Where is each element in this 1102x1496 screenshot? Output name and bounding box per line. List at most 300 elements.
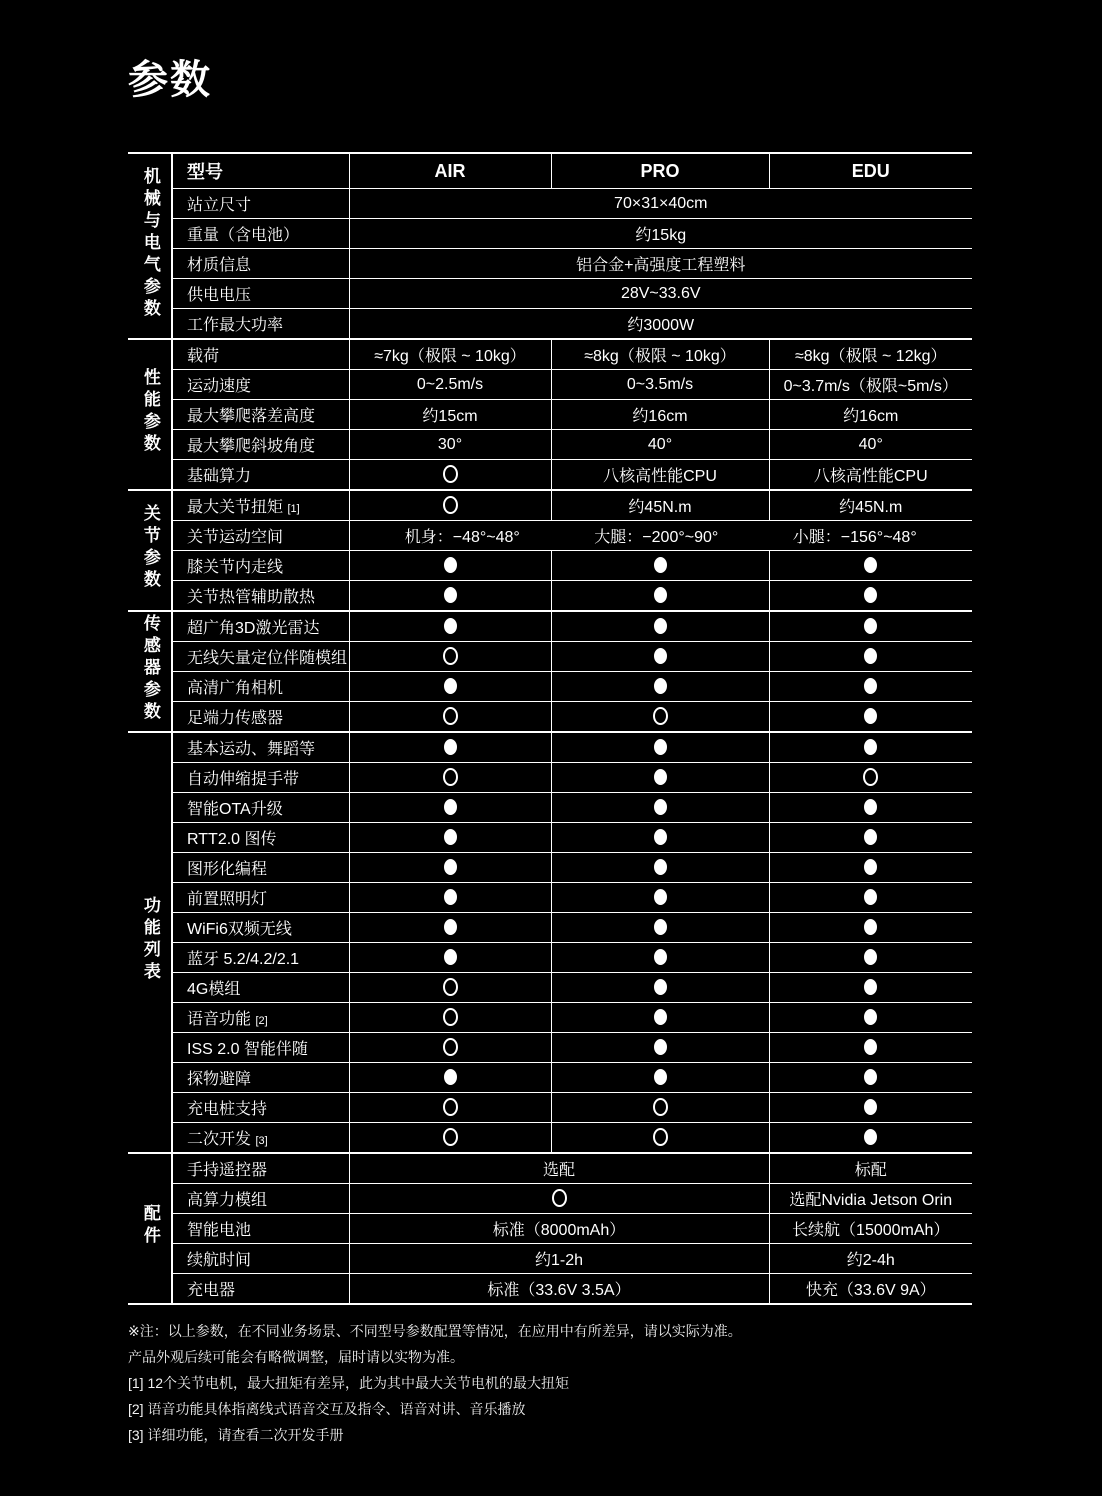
spec-cell xyxy=(349,1063,551,1093)
filled-circle-icon xyxy=(444,859,457,875)
spec-cell xyxy=(349,1033,551,1063)
section-category-text: 关节参数 xyxy=(140,504,160,592)
spec-row xyxy=(128,521,972,551)
filled-circle-icon xyxy=(654,648,667,664)
row-label xyxy=(172,581,349,612)
row-label xyxy=(172,913,349,943)
section-category-text: 功能列表 xyxy=(140,896,160,984)
row-label-text: 膝关节内走线 xyxy=(187,559,284,576)
spec-cell xyxy=(551,763,769,793)
spec-value: 小腿：−156°~48° xyxy=(792,529,917,546)
spec-cell xyxy=(349,913,551,943)
spec-row xyxy=(128,551,972,581)
spec-row xyxy=(128,490,972,521)
row-label-text: 供电电压 xyxy=(187,287,252,304)
row-label xyxy=(172,1033,349,1063)
spec-row xyxy=(128,672,972,702)
spec-row xyxy=(128,943,972,973)
section-category xyxy=(128,611,172,732)
filled-circle-icon xyxy=(864,1129,877,1145)
spec-value: 约16cm xyxy=(551,400,769,430)
spec-cell xyxy=(349,853,551,883)
spec-row xyxy=(128,732,972,763)
filled-circle-icon xyxy=(864,557,877,573)
spec-cell xyxy=(551,1033,769,1063)
spec-value: 约16cm xyxy=(769,400,972,430)
spec-cell xyxy=(769,1033,972,1063)
hollow-circle-icon xyxy=(443,496,458,514)
filled-circle-icon xyxy=(444,919,457,935)
row-label xyxy=(172,551,349,581)
spec-row xyxy=(128,189,972,219)
section-category-text: 配件 xyxy=(140,1204,160,1248)
hollow-circle-icon xyxy=(443,1008,458,1026)
spec-cell xyxy=(769,551,972,581)
row-label-text: 图形化编程 xyxy=(187,861,268,878)
spec-cell xyxy=(551,732,769,763)
section-category xyxy=(128,490,172,611)
section-category xyxy=(128,153,172,339)
hollow-circle-icon xyxy=(443,1038,458,1056)
filled-circle-icon xyxy=(864,1009,877,1025)
filled-circle-icon xyxy=(444,829,457,845)
spec-row xyxy=(128,823,972,853)
model-header-label: 型号 xyxy=(187,162,223,182)
filled-circle-icon xyxy=(864,889,877,905)
filled-circle-icon xyxy=(864,949,877,965)
spec-value: 标准（8000mAh） xyxy=(349,1214,769,1244)
spec-value: 选配Nvidia Jetson Orin xyxy=(769,1184,972,1214)
spec-cell xyxy=(349,1093,551,1123)
row-label xyxy=(172,460,349,491)
spec-cell xyxy=(551,1093,769,1123)
filled-circle-icon xyxy=(444,799,457,815)
spec-cell xyxy=(349,581,551,612)
filled-circle-icon xyxy=(654,739,667,755)
filled-circle-icon xyxy=(864,708,877,724)
spec-cell xyxy=(769,1123,972,1154)
spec-cell xyxy=(349,1123,551,1154)
spec-cell xyxy=(769,913,972,943)
filled-circle-icon xyxy=(444,889,457,905)
spec-cell xyxy=(551,1123,769,1154)
spec-value: 约15kg xyxy=(349,219,972,249)
row-label-text: 站立尺寸 xyxy=(187,197,252,214)
hollow-circle-icon xyxy=(443,647,458,665)
row-label xyxy=(172,883,349,913)
spec-cell xyxy=(769,702,972,733)
row-label-text: 关节运动空间 xyxy=(187,529,284,546)
filled-circle-icon xyxy=(654,1069,667,1085)
spec-value: 长续航（15000mAh） xyxy=(769,1214,972,1244)
spec-row xyxy=(128,279,972,309)
spec-row xyxy=(128,430,972,460)
spec-cell xyxy=(551,823,769,853)
filled-circle-icon xyxy=(654,949,667,965)
footnote-line: [3] 详细功能，请查看二次开发手册 xyxy=(128,1427,344,1443)
filled-circle-icon xyxy=(864,979,877,995)
spec-cell xyxy=(769,1003,972,1033)
spec-cell xyxy=(349,973,551,1003)
row-label-text: ISS 2.0 智能伴随 xyxy=(187,1041,308,1058)
row-label xyxy=(172,793,349,823)
filled-circle-icon xyxy=(654,769,667,785)
spec-value: 约3000W xyxy=(349,309,972,340)
filled-circle-icon xyxy=(654,829,667,845)
section-1 xyxy=(128,153,972,339)
spec-row xyxy=(128,400,972,430)
filled-circle-icon xyxy=(444,557,457,573)
row-label-text: 探物避障 xyxy=(187,1071,252,1088)
row-label-text: 足端力传感器 xyxy=(187,710,284,727)
spec-row xyxy=(128,1033,972,1063)
filled-circle-icon xyxy=(444,587,457,603)
spec-cell xyxy=(551,973,769,1003)
spec-cell xyxy=(769,793,972,823)
spec-row xyxy=(128,309,972,340)
spec-cell xyxy=(349,490,551,521)
spec-cell xyxy=(551,1063,769,1093)
spec-row xyxy=(128,1093,972,1123)
hollow-circle-icon xyxy=(443,768,458,786)
spec-cell xyxy=(349,642,551,672)
filled-circle-icon xyxy=(654,1039,667,1055)
spec-value: 0~3.7m/s（极限~5m/s） xyxy=(769,370,972,400)
spec-cell xyxy=(551,581,769,612)
spec-row xyxy=(128,853,972,883)
row-label xyxy=(172,823,349,853)
row-label-text: 超广角3D激光雷达 xyxy=(187,620,320,637)
hollow-circle-icon xyxy=(653,1128,668,1146)
row-label-text: 最大关节扭矩 xyxy=(187,499,284,516)
row-label-text: 续航时间 xyxy=(187,1252,252,1269)
section-category-text: 机械与电气参数 xyxy=(140,166,160,321)
spec-row xyxy=(128,1153,972,1184)
filled-circle-icon xyxy=(864,919,877,935)
spec-cell xyxy=(769,611,972,642)
spec-value: 八核高性能CPU xyxy=(551,460,769,491)
row-label-text: 蓝牙 5.2/4.2/2.1 xyxy=(187,951,300,968)
filled-circle-icon xyxy=(864,739,877,755)
spec-value: 40° xyxy=(769,430,972,460)
filled-circle-icon xyxy=(864,1069,877,1085)
spec-cell xyxy=(551,913,769,943)
row-label-text: 基础算力 xyxy=(187,468,252,485)
filled-circle-icon xyxy=(444,949,457,965)
section-category xyxy=(128,1153,172,1304)
column-header-edu: EDU xyxy=(769,153,972,189)
spec-value: 40° xyxy=(551,430,769,460)
row-label xyxy=(172,370,349,400)
spec-cell xyxy=(551,793,769,823)
spec-row xyxy=(128,249,972,279)
hollow-circle-icon xyxy=(443,1098,458,1116)
row-label xyxy=(172,1274,349,1305)
spec-row xyxy=(128,611,972,642)
spec-row xyxy=(128,642,972,672)
section-category-text: 传感器参数 xyxy=(140,614,160,724)
spec-cell xyxy=(769,1093,972,1123)
spec-cell xyxy=(769,853,972,883)
spec-value: ≈8kg（极限 ~ 12kg） xyxy=(769,339,972,370)
row-label xyxy=(172,1214,349,1244)
hollow-circle-icon xyxy=(443,978,458,996)
section-6 xyxy=(128,1153,972,1304)
spec-value: 约1-2h xyxy=(349,1244,769,1274)
section-3 xyxy=(128,490,972,611)
row-label-text: 高算力模组 xyxy=(187,1192,268,1209)
filled-circle-icon xyxy=(654,889,667,905)
spec-value: 30° xyxy=(349,430,551,460)
spec-cell xyxy=(349,1003,551,1033)
filled-circle-icon xyxy=(654,799,667,815)
hollow-circle-icon xyxy=(552,1189,567,1207)
spec-value: 28V~33.6V xyxy=(349,279,972,309)
spec-value: 70×31×40cm xyxy=(349,189,972,219)
row-label-text: 智能OTA升级 xyxy=(187,801,283,818)
spec-row xyxy=(128,1123,972,1154)
spec-row xyxy=(128,370,972,400)
row-label xyxy=(172,763,349,793)
row-label-text: 自动伸缩提手带 xyxy=(187,771,300,788)
filled-circle-icon xyxy=(654,678,667,694)
spec-cell xyxy=(769,763,972,793)
spec-cell xyxy=(349,793,551,823)
spec-value: 标配 xyxy=(769,1153,972,1184)
row-label-text: 无线矢量定位伴随模组 xyxy=(187,650,348,667)
row-label xyxy=(172,430,349,460)
spec-row xyxy=(128,763,972,793)
footnote-ref: [1] xyxy=(287,503,300,515)
filled-circle-icon xyxy=(864,799,877,815)
spec-value: 约45N.m xyxy=(769,490,972,521)
spec-cell xyxy=(551,853,769,883)
row-label-text: 4G模组 xyxy=(187,981,241,998)
spec-cell xyxy=(349,460,551,491)
row-label xyxy=(172,702,349,733)
spec-row xyxy=(128,1003,972,1033)
spec-row xyxy=(128,1063,972,1093)
row-label-text: 最大攀爬斜坡角度 xyxy=(187,438,316,455)
row-label xyxy=(172,1003,349,1033)
row-label-text: 前置照明灯 xyxy=(187,891,268,908)
filled-circle-icon xyxy=(654,618,667,634)
spec-cell xyxy=(769,581,972,612)
hollow-circle-icon xyxy=(443,465,458,483)
row-label-text: WiFi6双频无线 xyxy=(187,921,292,938)
filled-circle-icon xyxy=(864,618,877,634)
spec-cell xyxy=(551,611,769,642)
row-label-text: 载荷 xyxy=(187,348,220,365)
footnotes xyxy=(128,1318,1088,1448)
spec-cell xyxy=(349,943,551,973)
row-label-text: 语音功能 xyxy=(187,1011,252,1028)
spec-value: 0~2.5m/s xyxy=(349,370,551,400)
spec-cell xyxy=(349,702,551,733)
spec-value: ≈8kg（极限 ~ 10kg） xyxy=(551,339,769,370)
spec-value-group-wrap xyxy=(350,524,973,547)
row-label-text: 运动速度 xyxy=(187,378,252,395)
filled-circle-icon xyxy=(444,678,457,694)
spec-cell xyxy=(551,943,769,973)
filled-circle-icon xyxy=(654,919,667,935)
spec-cell xyxy=(769,1063,972,1093)
filled-circle-icon xyxy=(864,1099,877,1115)
row-label xyxy=(172,642,349,672)
spec-value: 约15cm xyxy=(349,400,551,430)
spec-row xyxy=(128,460,972,491)
row-label xyxy=(172,732,349,763)
spec-cell xyxy=(769,883,972,913)
spec-cell xyxy=(551,1003,769,1033)
footnote-ref: [3] xyxy=(255,1135,268,1147)
spec-value: 铝合金+高强度工程塑料 xyxy=(349,249,972,279)
row-label-text: 关节热管辅助散热 xyxy=(187,589,316,606)
section-5 xyxy=(128,732,972,1153)
row-label xyxy=(172,339,349,370)
hollow-circle-icon xyxy=(443,1128,458,1146)
filled-circle-icon xyxy=(444,1069,457,1085)
spec-cell xyxy=(551,702,769,733)
spec-value: 约2-4h xyxy=(769,1244,972,1274)
spec-row xyxy=(128,883,972,913)
filled-circle-icon xyxy=(654,1009,667,1025)
spec-cell xyxy=(551,551,769,581)
spec-value: 快充（33.6V 9A） xyxy=(769,1274,972,1305)
row-label xyxy=(172,1093,349,1123)
filled-circle-icon xyxy=(654,859,667,875)
spec-row xyxy=(128,913,972,943)
row-label-text: 充电桩支持 xyxy=(187,1101,268,1118)
spec-table xyxy=(128,152,972,1305)
spec-row xyxy=(128,1184,972,1214)
row-label xyxy=(172,309,349,340)
footnote-line: ※注：以上参数，在不同业务场景、不同型号参数配置等情况，在应用中有所差异，请以实际为准。 xyxy=(128,1323,742,1339)
column-header-air: AIR xyxy=(349,153,551,189)
spec-cell xyxy=(551,883,769,913)
filled-circle-icon xyxy=(864,1039,877,1055)
row-label-text: 高清广角相机 xyxy=(187,680,284,697)
hollow-circle-icon xyxy=(653,707,668,725)
filled-circle-icon xyxy=(444,618,457,634)
spec-cell xyxy=(349,551,551,581)
row-label xyxy=(172,853,349,883)
filled-circle-icon xyxy=(444,739,457,755)
spec-row xyxy=(128,219,972,249)
row-label-text: 基本运动、舞蹈等 xyxy=(187,741,316,758)
hollow-circle-icon xyxy=(653,1098,668,1116)
spec-cell xyxy=(349,1184,769,1214)
filled-circle-icon xyxy=(654,557,667,573)
spec-cell xyxy=(769,732,972,763)
spec-cell xyxy=(349,732,551,763)
section-2 xyxy=(128,339,972,490)
row-label-text: 最大攀爬落差高度 xyxy=(187,408,316,425)
row-label-text: RTT2.0 图传 xyxy=(187,831,277,848)
table-header-row xyxy=(128,153,972,189)
row-label xyxy=(172,1184,349,1214)
spec-cell xyxy=(551,672,769,702)
row-label xyxy=(172,189,349,219)
filled-circle-icon xyxy=(654,979,667,995)
spec-value-group xyxy=(349,521,972,551)
section-category xyxy=(128,732,172,1153)
filled-circle-icon xyxy=(864,678,877,694)
row-label-text: 二次开发 xyxy=(187,1131,252,1148)
spec-cell xyxy=(349,672,551,702)
spec-row xyxy=(128,793,972,823)
row-label-text: 智能电池 xyxy=(187,1222,252,1239)
section-category-text: 性能参数 xyxy=(140,368,160,456)
row-label xyxy=(172,219,349,249)
row-label xyxy=(172,1244,349,1274)
filled-circle-icon xyxy=(864,587,877,603)
spec-cell xyxy=(769,672,972,702)
row-label-text: 材质信息 xyxy=(187,257,252,274)
row-label xyxy=(172,249,349,279)
spec-cell xyxy=(349,611,551,642)
spec-cell xyxy=(551,642,769,672)
spec-row xyxy=(128,339,972,370)
filled-circle-icon xyxy=(654,587,667,603)
spec-row xyxy=(128,973,972,1003)
row-label xyxy=(172,611,349,642)
footnote-line: [2] 语音功能具体指离线式语音交互及指令、语音对讲、音乐播放 xyxy=(128,1401,526,1417)
spec-row xyxy=(128,702,972,733)
filled-circle-icon xyxy=(864,648,877,664)
footnote-line: 产品外观后续可能会有略微调整，届时请以实物为准。 xyxy=(128,1349,464,1365)
spec-value: 标准（33.6V 3.5A） xyxy=(349,1274,769,1305)
spec-value: 八核高性能CPU xyxy=(769,460,972,491)
spec-value: 大腿：−200°~90° xyxy=(594,529,719,546)
spec-value: 机身：−48°~48° xyxy=(404,529,520,546)
spec-value: ≈7kg（极限 ~ 10kg） xyxy=(349,339,551,370)
section-4 xyxy=(128,611,972,732)
row-label xyxy=(172,279,349,309)
spec-cell xyxy=(769,943,972,973)
spec-cell xyxy=(769,973,972,1003)
column-header-pro: PRO xyxy=(551,153,769,189)
spec-cell xyxy=(349,883,551,913)
row-label-text: 手持遥控器 xyxy=(187,1162,268,1179)
spec-cell xyxy=(769,823,972,853)
row-label xyxy=(172,973,349,1003)
hollow-circle-icon xyxy=(863,768,878,786)
spec-value: 约45N.m xyxy=(551,490,769,521)
spec-value: 选配 xyxy=(349,1153,769,1184)
row-label xyxy=(172,1063,349,1093)
footnote-line: [1] 12个关节电机，最大扭矩有差异，此为其中最大关节电机的最大扭矩 xyxy=(128,1375,570,1391)
spec-row xyxy=(128,581,972,612)
row-label xyxy=(172,672,349,702)
row-label-text: 充电器 xyxy=(187,1282,236,1299)
spec-row xyxy=(128,1214,972,1244)
row-label xyxy=(172,400,349,430)
filled-circle-icon xyxy=(864,859,877,875)
spec-cell xyxy=(349,763,551,793)
row-label-text: 重量（含电池） xyxy=(187,227,300,244)
row-label xyxy=(172,490,349,521)
row-label xyxy=(172,1153,349,1184)
row-label xyxy=(172,1123,349,1154)
spec-row xyxy=(128,1274,972,1305)
row-label xyxy=(172,521,349,551)
footnote-ref: [2] xyxy=(255,1015,268,1027)
row-label-text: 工作最大功率 xyxy=(187,317,284,334)
row-label xyxy=(172,943,349,973)
spec-cell xyxy=(769,642,972,672)
spec-row xyxy=(128,1244,972,1274)
